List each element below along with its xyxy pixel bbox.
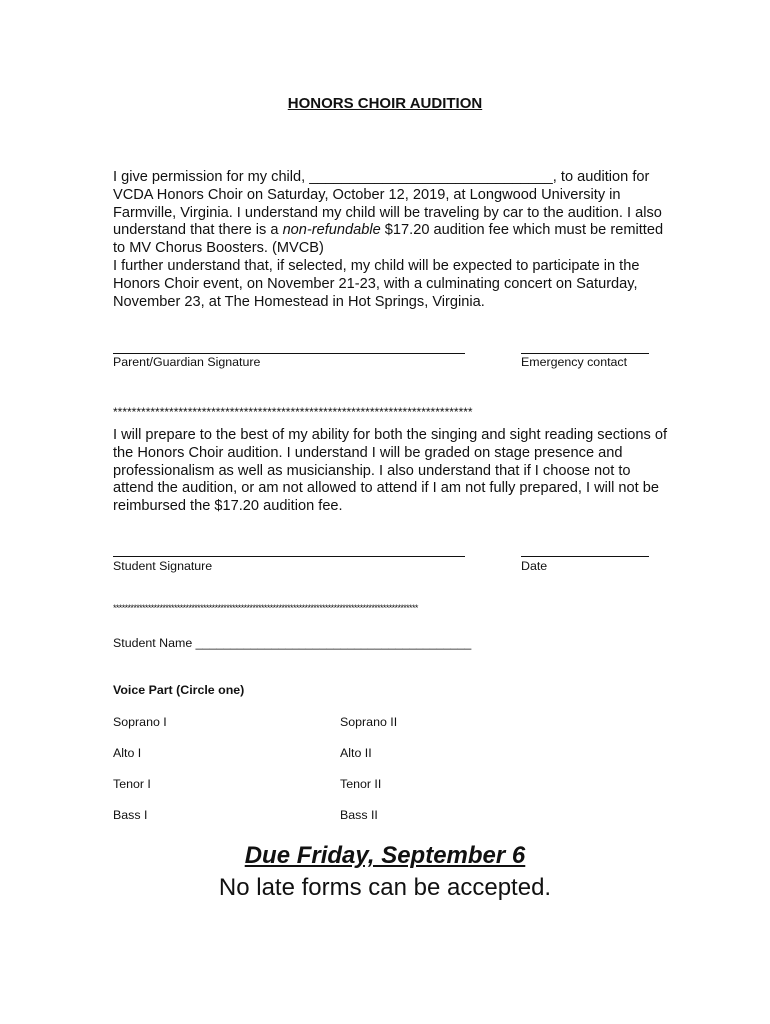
date-label: Date bbox=[521, 559, 548, 573]
student-name-blank[interactable]: ________________________________________ bbox=[195, 636, 472, 650]
voice-part-title: Voice Part (Circle one) bbox=[113, 683, 245, 697]
divider-stars: ***************************************************************************** bbox=[113, 405, 473, 419]
student-signature-label: Student Signature bbox=[113, 559, 213, 573]
parent-signature-line[interactable] bbox=[113, 353, 465, 354]
student-name-row bbox=[113, 636, 471, 650]
voice-option-soprano-1[interactable]: Soprano I bbox=[113, 715, 167, 729]
student-name-label: Student Name bbox=[113, 636, 196, 650]
emergency-contact-line[interactable] bbox=[521, 353, 649, 354]
late-forms-notice: No late forms can be accepted. bbox=[218, 874, 552, 901]
permission-text-fee: $17.20 audition fee which must be remitted to MV Chorus Boosters. (MVCB) bbox=[113, 222, 664, 257]
form-title: HONORS CHOIR AUDITION bbox=[287, 95, 483, 112]
emergency-contact-label: Emergency contact bbox=[521, 355, 628, 369]
permission-text: for VCDA Honors Choir on Saturday, October 12, 2019, at Longwood University in Farmville, Virginia. I understand my child will be traveling by car to the audition. I also understand that there is a bbox=[113, 169, 662, 239]
student-signature-line[interactable] bbox=[113, 556, 465, 557]
voice-option-tenor-1[interactable]: Tenor I bbox=[113, 777, 151, 791]
voice-option-bass-2[interactable]: Bass II bbox=[340, 808, 378, 822]
voice-option-alto-1[interactable]: Alto I bbox=[113, 746, 142, 760]
permission-line-end: , to audition bbox=[552, 169, 629, 185]
student-statement: I will prepare to the best of my ability for both the singing and sight reading sections of the Honors Choir audition. I understand I will be graded on stage presence and professionalism as well as musicianship. I also understand that if I choose not to attend the audition, or am not allowed to attend if I am not fully prepared, I will not be reimbursed the $17.20 audition fee. bbox=[113, 427, 668, 515]
permission-line-start: I give permission for my child, bbox=[113, 169, 310, 185]
voice-option-bass-1[interactable]: Bass I bbox=[113, 808, 148, 822]
permission-paragraph bbox=[113, 169, 673, 311]
due-date-heading: Due Friday, September 6 bbox=[244, 842, 526, 869]
child-name-blank[interactable]: ______________________________ bbox=[309, 169, 553, 185]
voice-option-alto-2[interactable]: Alto II bbox=[340, 746, 372, 760]
non-refundable-emphasis: non-refundable bbox=[282, 222, 381, 239]
voice-option-soprano-2[interactable]: Soprano II bbox=[340, 715, 398, 729]
further-understanding-text: I further understand that, if selected, my child will be expected to participate in the Honors Choir event, on November 21-23, with a culminating concert on Saturday, November 23, at The Homestead in Hot Springs, Virginia. bbox=[113, 257, 640, 310]
voice-option-tenor-2[interactable]: Tenor II bbox=[340, 777, 382, 791]
date-line[interactable] bbox=[521, 556, 649, 557]
parent-signature-label: Parent/Guardian Signature bbox=[113, 355, 261, 369]
divider-stars-small: ********************************************************************************************************* bbox=[113, 603, 418, 613]
